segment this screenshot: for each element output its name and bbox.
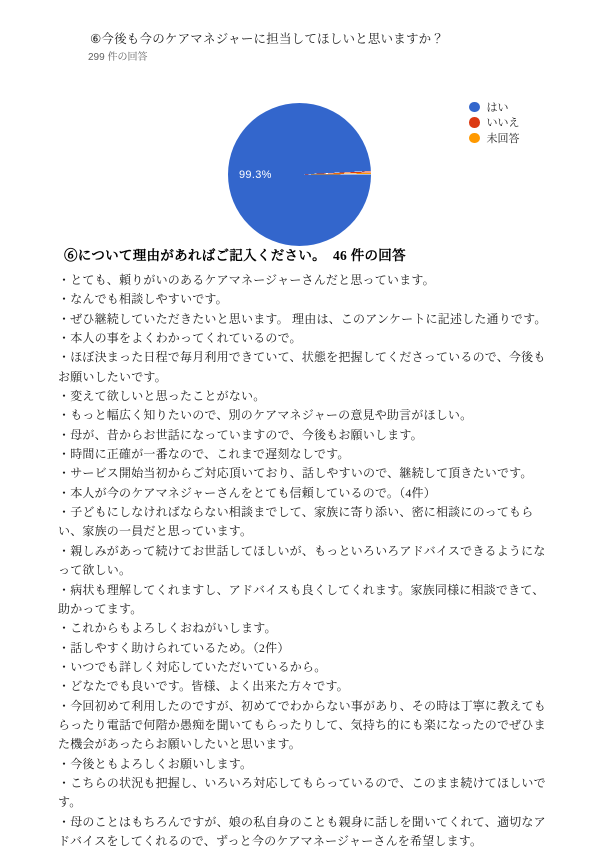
comment-item: ・ぜひ継続していただきたいと思います。 理由は、このアンケートに記述した通りです。: [58, 311, 547, 326]
comment-item: ・本人の事をよくわかってくれているので。: [58, 331, 302, 346]
legend-label: はい: [486, 101, 509, 114]
comment-item: ・今回初めて利用したのですが、初めてでわからない事があり、その時は丁寧に教えてもらったり電話で何階か愚痴を聞いてもらったりして、気持ち的にも楽になったのでぜひまた機会があったらお願いしたいと思います。: [58, 698, 547, 752]
comment-item: ・病状も理解してくれますし、アドバイスも良くしてくれます。家族同様に相談できて、助かってます。: [58, 582, 545, 616]
comment-item: ・親しみがあって続けてお世話してほしいが、もっといろいろアドバイスできるようになって欲しい。: [58, 543, 546, 578]
legend-item: [469, 115, 520, 131]
comments-heading-count: 46 件の回答: [332, 248, 406, 263]
comments-heading: [64, 244, 406, 264]
legend-color-dot: [469, 117, 480, 128]
comment-item: ・こちらの状況も把握し、いろいろ対応してもらっているので、このまま続けてほしいです。: [58, 775, 546, 810]
comment-item: ・今後ともよろしくお願いします。: [58, 756, 253, 771]
comment-item: ・なんでも相談しやすいです。: [58, 292, 228, 307]
legend-color-dot: [469, 133, 480, 144]
legend-item: [469, 130, 520, 146]
comment-item: ・どなたでも良いです。皆様、よく出来た方々です。: [58, 679, 349, 694]
comment-item: ・話しやすく助けられているため。（2件）: [58, 640, 290, 655]
pie-graphic: [228, 103, 371, 246]
comments-heading-title: ⑥について理由があればご記入ください。: [64, 248, 326, 263]
chart-legend: [469, 99, 520, 146]
comment-item: ・もっと幅広く知りたいので、別のケアマネジャーの意見や助言がほしい。: [58, 408, 473, 423]
comment-item: ・子どもにしなければならない相談までして、家族に寄り添い、密に相談にのってもらい、家族の一員だと思っています。: [58, 505, 534, 539]
comment-item: ・本人が今のケアマネジャーさんをとても信頼しているので。（4件）: [58, 485, 436, 500]
comment-list: [58, 271, 550, 851]
question-title: ⑥今後も今のケアマネジャーに担当してほしいと思いますか？: [90, 32, 445, 46]
legend-label: いいえ: [486, 117, 520, 130]
comment-item: ・いつでも詳しく対応していただいているから。: [58, 659, 327, 674]
comment-item: ・サービス開始当初からご対応頂いており、話しやすいので、継続して頂きたいです。: [58, 466, 533, 481]
comment-item: ・変えて欲しいと思ったことがない。: [58, 389, 266, 404]
comment-item: ・とても、頼りがいのあるケアマネージャーさんだと思っています。: [58, 273, 435, 287]
pie-percentage-label: 99.3%: [239, 168, 272, 181]
legend-label: 未回答: [486, 132, 520, 145]
legend-color-dot: [469, 102, 480, 113]
comment-item: ・これからもよろしくおねがいします。: [58, 621, 277, 636]
comment-item: ・時間に正確が一番なので、これまで遅刻なしです。: [58, 447, 350, 462]
comment-item: ・母が、昔からお世話になっていますので、今後もお願いします。: [58, 427, 423, 442]
pie-chart-figure: [40, 16, 600, 256]
comment-item: ・ほぼ決まった日程で毎月利用できていて、状態を把握してくださっているので、今後もお願いしたいです。: [58, 350, 546, 384]
legend-item: [469, 99, 520, 115]
response-count: 299 件の回答: [88, 52, 148, 63]
comment-item: ・母のことはもちろんですが、娘の私自身のことも親身に話しを聞いてくれて、適切なアドバイスをしてくれるので、ずっと今のケアマネージャーさんを希望します。: [58, 814, 546, 848]
